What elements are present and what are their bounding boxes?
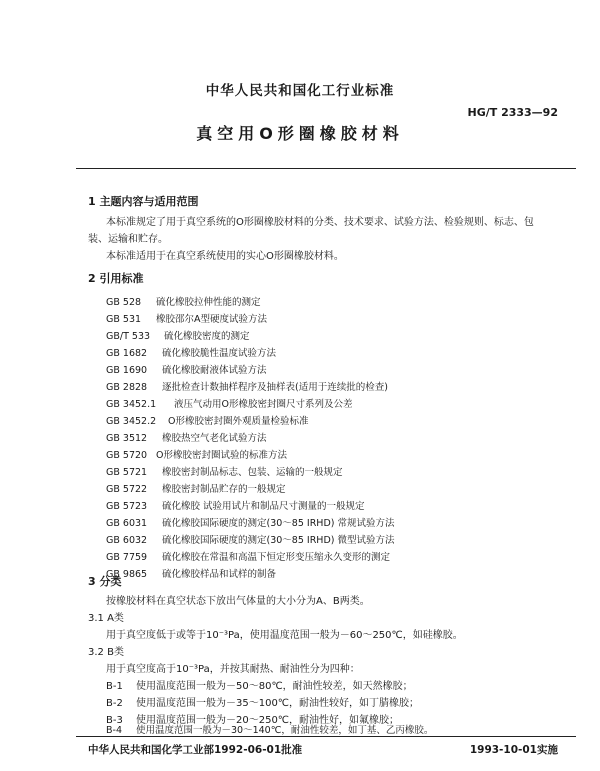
class-b-text: 使用温度范围一般为－30～140℃，耐油性较差，如丁基、乙丙橡胶。 bbox=[136, 725, 434, 736]
reference-item bbox=[106, 464, 343, 478]
section-3-heading: 3 分类 bbox=[88, 575, 122, 588]
reference-item bbox=[106, 328, 250, 342]
reference-item bbox=[106, 549, 390, 563]
reference-code: GB 531 bbox=[106, 314, 142, 325]
reference-item bbox=[106, 379, 388, 393]
reference-item bbox=[106, 566, 276, 580]
reference-code: GB 1682 bbox=[106, 348, 148, 359]
reference-item bbox=[106, 447, 287, 461]
class-b-item bbox=[106, 694, 419, 709]
section-1-heading: 1 主题内容与适用范围 bbox=[88, 195, 199, 208]
reference-title: 硫化橡胶耐液体试验方法 bbox=[162, 365, 267, 376]
document-title: 真空用O形圈橡胶材料 bbox=[196, 124, 404, 143]
section-2-heading: 2 引用标准 bbox=[88, 272, 144, 285]
reference-title: 硫化橡胶拉伸性能的测定 bbox=[156, 297, 261, 308]
reference-title: 硫化橡胶密度的测定 bbox=[164, 331, 250, 342]
reference-code: GB 3512 bbox=[106, 433, 148, 444]
reference-title: 硫化橡胶 试验用试片和制品尺寸测量的一般规定 bbox=[162, 501, 365, 512]
reference-title: 液压气动用O形橡胶密封圈尺寸系列及公差 bbox=[174, 399, 353, 410]
class-b-code: B-4 bbox=[106, 725, 122, 736]
reference-title: 硫化橡胶脆性温度试验方法 bbox=[162, 348, 277, 359]
reference-item bbox=[106, 413, 308, 427]
section-3-2-text: 用于真空度高于10⁻³Pa，并按其耐热、耐油性分为四种： bbox=[106, 664, 360, 675]
reference-code: GB 6031 bbox=[106, 518, 148, 529]
section-3-1-text: 用于真空度低于或等于10⁻³Pa，使用温度范围一般为－60～250℃，如硅橡胶。 bbox=[106, 630, 463, 641]
reference-code: GB 9865 bbox=[106, 569, 148, 580]
class-b-text: 使用温度范围一般为－35～100℃，耐油性较好，如丁腈橡胶； bbox=[136, 698, 420, 709]
reference-code: GB 1690 bbox=[106, 365, 148, 376]
reference-item bbox=[106, 498, 365, 512]
section-3-2-heading: 3.2 B类 bbox=[88, 647, 124, 658]
reference-item bbox=[106, 515, 395, 529]
reference-code: GB/T 533 bbox=[106, 331, 151, 342]
reference-item bbox=[106, 532, 395, 546]
reference-title: 橡胶密封制品贮存的一般规定 bbox=[162, 484, 286, 495]
reference-title: 硫化橡胶国际硬度的测定(30～85 IRHD) 常规试验方法 bbox=[162, 518, 395, 529]
reference-item bbox=[106, 481, 286, 495]
class-b-item bbox=[106, 677, 413, 692]
reference-title: 硫化橡胶国际硬度的测定(30～85 IRHD) 微型试验方法 bbox=[162, 535, 395, 546]
class-b-text: 使用温度范围一般为－20～250℃，耐油性好，如氟橡胶； bbox=[136, 715, 400, 726]
reference-title: 橡胶热空气老化试验方法 bbox=[162, 433, 267, 444]
reference-code: GB 5720 bbox=[106, 450, 148, 461]
reference-title: 硫化橡胶样品和试样的制备 bbox=[162, 569, 277, 580]
reference-item bbox=[106, 430, 267, 444]
reference-title: O形橡胶密封圈外观质量检验标准 bbox=[168, 416, 309, 427]
implementation-date: 1993-10-01实施 bbox=[469, 744, 558, 756]
section-1-paragraph-1-cont: 装、运输和贮存。 bbox=[88, 234, 168, 245]
reference-code: GB 2828 bbox=[106, 382, 148, 393]
reference-title: O形橡胶密封圈试验的标准方法 bbox=[156, 450, 287, 461]
class-b-code: B-2 bbox=[106, 698, 123, 709]
header-divider bbox=[76, 168, 576, 169]
footer-divider bbox=[76, 736, 576, 737]
reference-code: GB 528 bbox=[106, 297, 142, 308]
reference-code: GB 7759 bbox=[106, 552, 148, 563]
reference-item bbox=[106, 362, 267, 376]
reference-title: 橡胶邵尔A型硬度试验方法 bbox=[156, 314, 267, 325]
section-3-intro: 按橡胶材料在真空状态下放出气体量的大小分为A、B两类。 bbox=[106, 596, 370, 607]
class-b-text: 使用温度范围一般为－50～80℃，耐油性较差，如天然橡胶； bbox=[136, 681, 413, 692]
reference-code: GB 3452.1 bbox=[106, 399, 157, 410]
standard-number: HG/T 2333—92 bbox=[467, 106, 558, 119]
reference-title: 逐批检查计数抽样程序及抽样表(适用于连续批的检查) bbox=[162, 382, 388, 393]
section-1-paragraph-2: 本标准适用于在真空系统使用的实心O形圈橡胶材料。 bbox=[106, 251, 344, 262]
reference-title: 硫化橡胶在常温和高温下恒定形变压缩永久变形的测定 bbox=[162, 552, 391, 563]
reference-item bbox=[106, 311, 267, 325]
reference-code: GB 5722 bbox=[106, 484, 148, 495]
reference-code: GB 6032 bbox=[106, 535, 148, 546]
reference-item bbox=[106, 294, 261, 308]
reference-title: 橡胶密封制品标志、包装、运输的一般规定 bbox=[162, 467, 343, 478]
class-b-code: B-3 bbox=[106, 715, 123, 726]
class-b-item bbox=[106, 722, 433, 736]
approval-date: 中华人民共和国化学工业部1992-06-01批准 bbox=[88, 744, 303, 756]
ministry-header: 中华人民共和国化工行业标准 bbox=[205, 83, 395, 99]
reference-item bbox=[106, 345, 276, 359]
section-3-1-heading: 3.1 A类 bbox=[88, 613, 124, 624]
reference-code: GB 3452.2 bbox=[106, 416, 157, 427]
reference-item bbox=[106, 396, 352, 410]
reference-code: GB 5723 bbox=[106, 501, 148, 512]
class-b-code: B-1 bbox=[106, 681, 123, 692]
reference-code: GB 5721 bbox=[106, 467, 148, 478]
section-1-paragraph-1: 本标准规定了用于真空系统的O形圈橡胶材料的分类、技术要求、试验方法、检验规则、标志、包 bbox=[106, 217, 534, 228]
